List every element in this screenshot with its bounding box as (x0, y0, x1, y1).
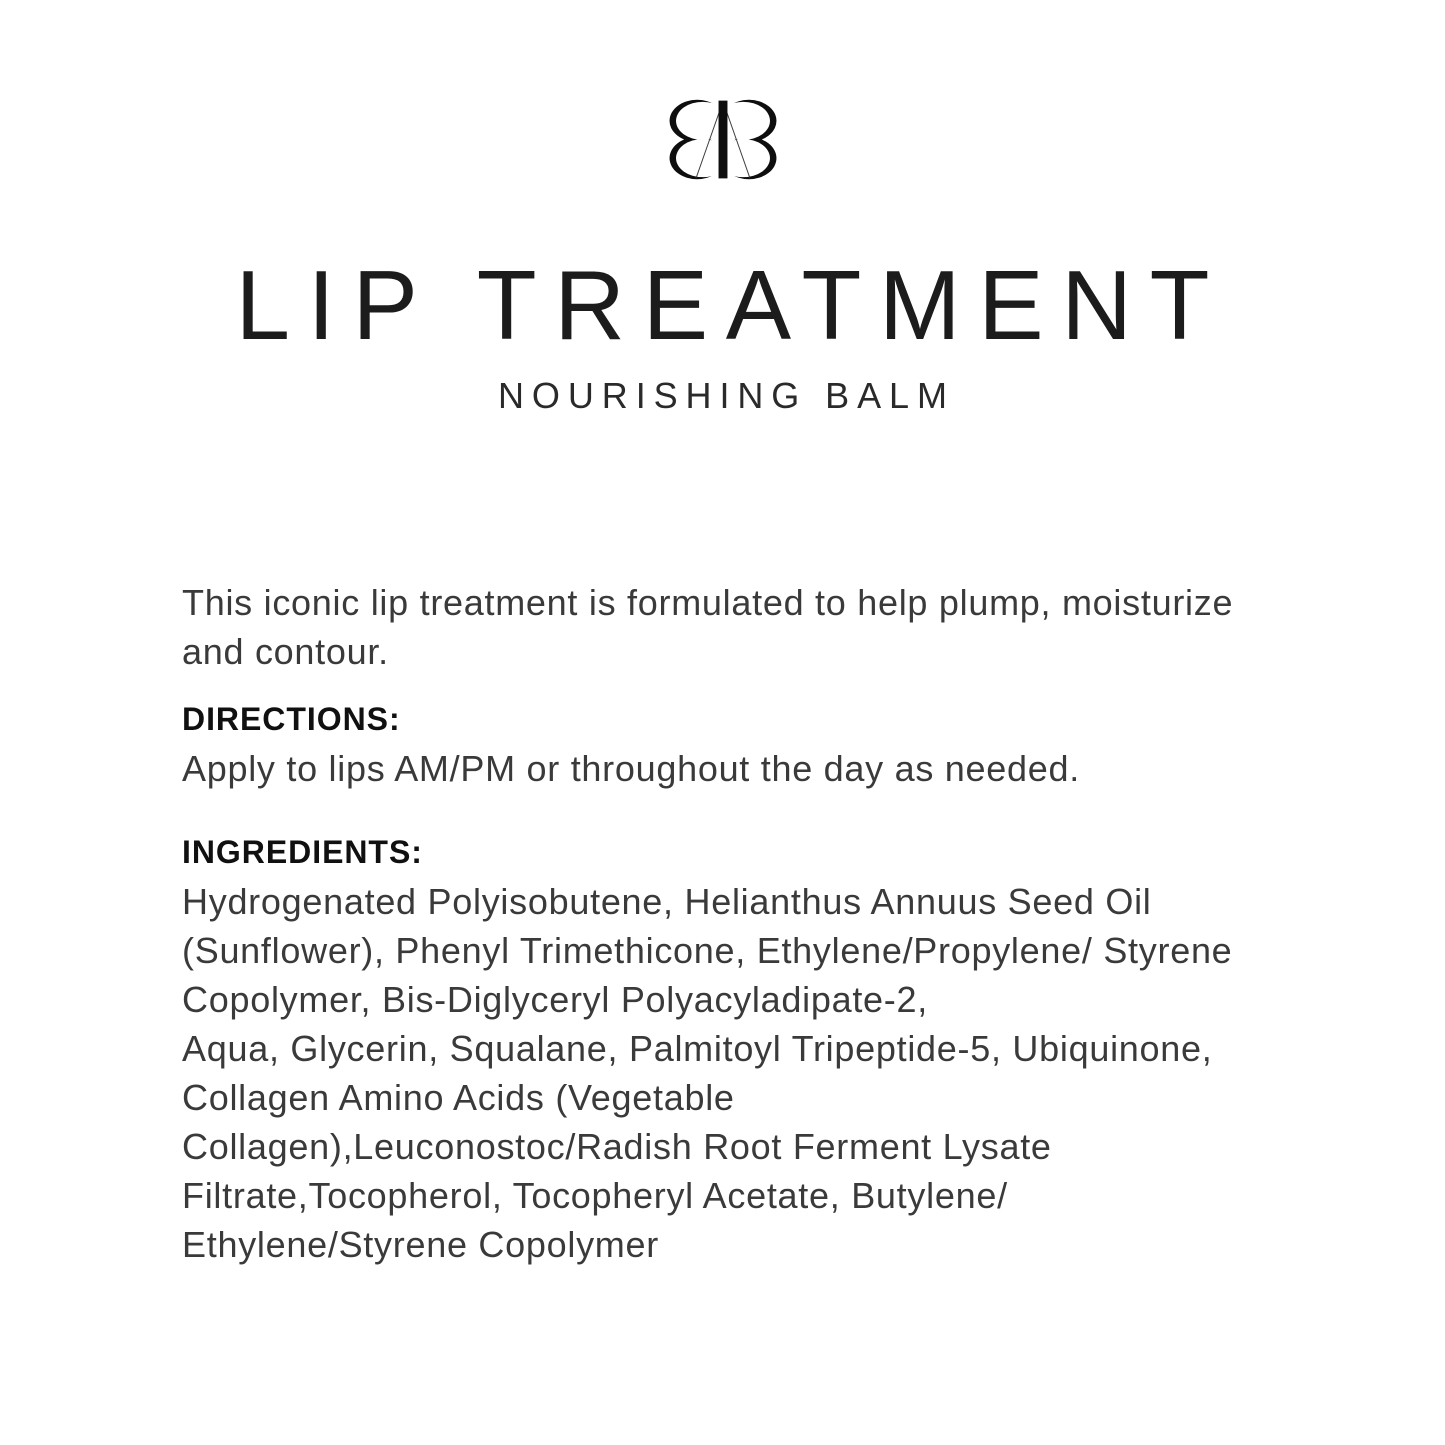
product-title: LIP TREATMENT (235, 250, 1228, 360)
description-line: This iconic lip treatment is formulated to help plump, moisturize (182, 582, 1234, 623)
ingredients-line: Collagen),Leuconostoc/Radish Root Ferment Lysate (182, 1126, 1052, 1167)
ingredients-line: Ethylene/Styrene Copolymer (182, 1224, 659, 1265)
ingredients-line: Filtrate,Tocopherol, Tocopheryl Acetate, Butylene/ (182, 1175, 1008, 1216)
ingredients-line: Collagen Amino Acids (Vegetable (182, 1077, 735, 1118)
ingredients-section (182, 828, 1322, 1269)
product-subtitle: NOURISHING BALM (498, 375, 955, 416)
brand-logo (0, 99, 1445, 180)
product-description (182, 578, 1322, 676)
directions-heading: DIRECTIONS: (182, 701, 401, 737)
directions-section (182, 695, 1322, 793)
label-copy (182, 578, 1322, 1269)
ingredients-heading: INGREDIENTS: (182, 834, 423, 870)
ingredients-line: (Sunflower), Phenyl Trimethicone, Ethylene/Propylene/ Styrene (182, 930, 1233, 971)
description-line: and contour. (182, 631, 389, 672)
directions-line: Apply to lips AM/PM or throughout the day as needed. (182, 748, 1080, 789)
ingredients-line: Copolymer, Bis-Diglyceryl Polyacyladipate-2, (182, 979, 928, 1020)
ingredients-line: Hydrogenated Polyisobutene, Helianthus Annuus Seed Oil (182, 881, 1152, 922)
ingredients-line: Aqua, Glycerin, Squalane, Palmitoyl Tripeptide-5, Ubiquinone, (182, 1028, 1213, 1069)
bb-monogram-icon (667, 99, 779, 180)
